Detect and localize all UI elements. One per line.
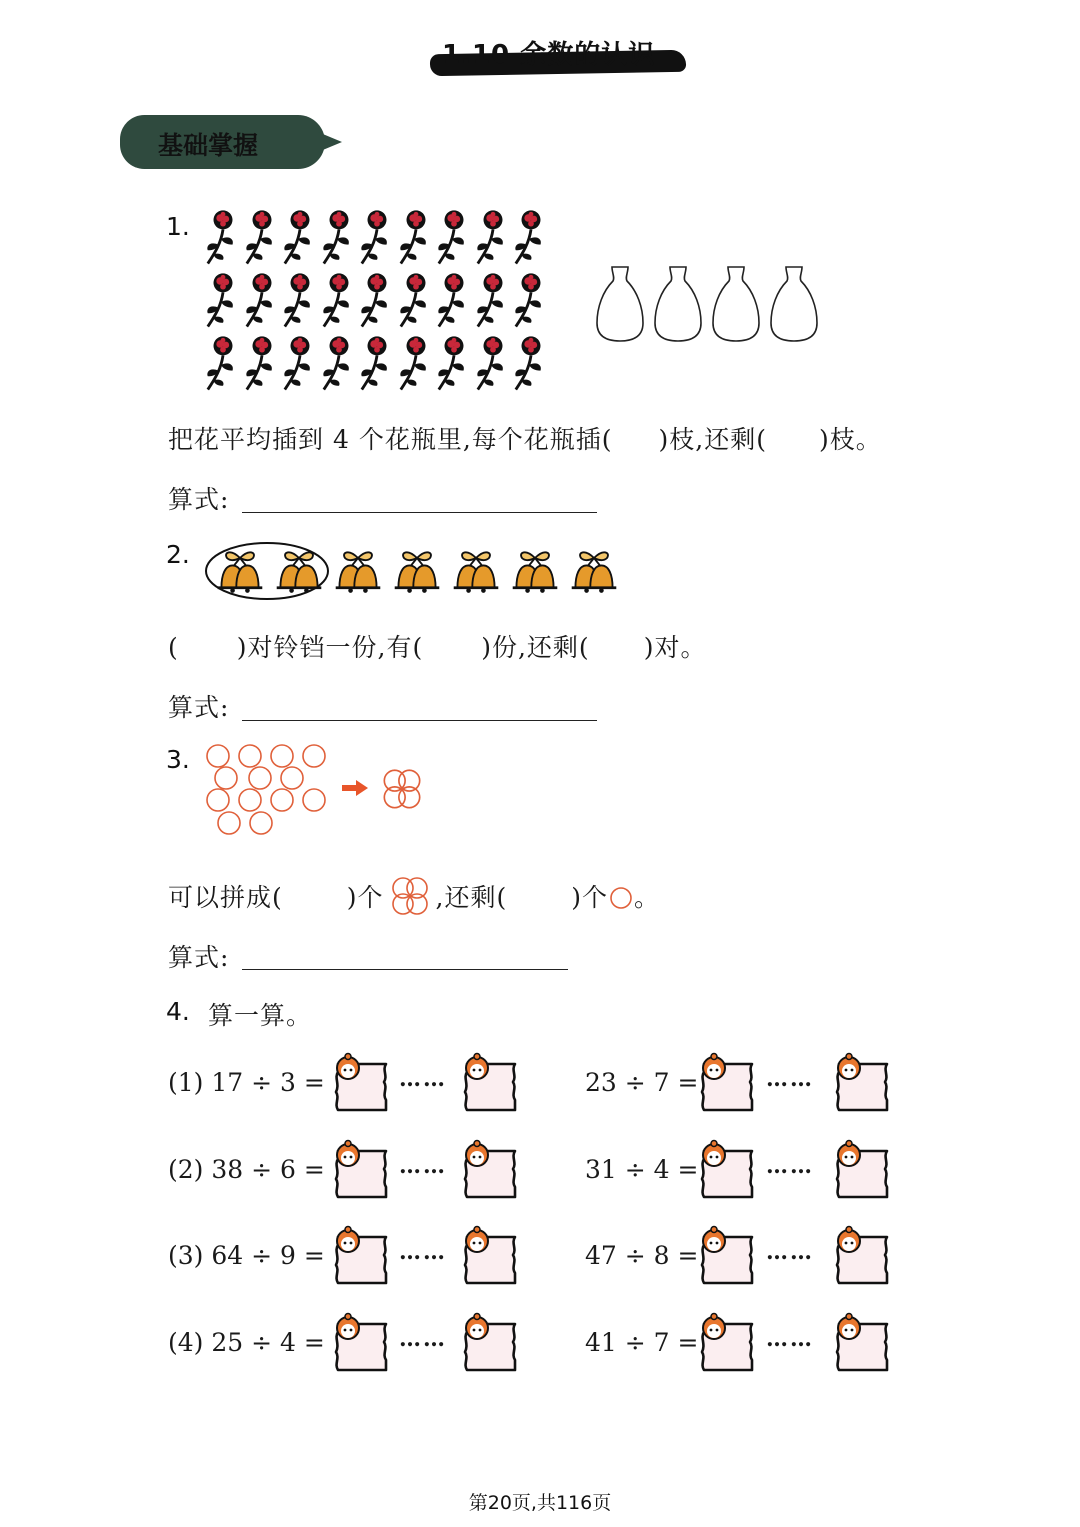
q3-text-d: )个 xyxy=(571,883,608,912)
rose-icon xyxy=(358,334,396,392)
q3-text-b: )个 xyxy=(346,883,384,912)
q4-left-expression: 25 ÷ 4 = xyxy=(211,1328,325,1357)
circle-shape xyxy=(239,789,261,811)
rose-icon xyxy=(397,271,435,329)
remainder-box[interactable] xyxy=(461,1139,521,1203)
section-tag-tail xyxy=(318,132,342,152)
rose-icon xyxy=(243,208,281,266)
remainder-dots: …… xyxy=(399,1239,447,1265)
q1-sentence xyxy=(168,420,882,456)
circle-shape xyxy=(281,767,303,789)
rose-icon xyxy=(281,208,319,266)
q4-left-expr xyxy=(168,1241,325,1270)
quotient-box[interactable] xyxy=(698,1052,758,1116)
rose-icon xyxy=(358,208,396,266)
remainder-box[interactable] xyxy=(461,1312,521,1376)
remainder-dots: …… xyxy=(766,1066,814,1092)
rose-icon xyxy=(320,208,358,266)
circle-shape xyxy=(215,767,237,789)
vase-icon xyxy=(595,263,645,343)
q4-left-label: (2) xyxy=(168,1155,204,1184)
rose-icon xyxy=(204,334,242,392)
circle-shape xyxy=(207,745,229,767)
rose-icon xyxy=(474,271,512,329)
rose-icon xyxy=(320,271,358,329)
q4-left-expr xyxy=(168,1068,325,1097)
remainder-dots: …… xyxy=(766,1326,814,1352)
four-ring-inline-icon xyxy=(384,872,436,922)
remainder-dots: …… xyxy=(399,1153,447,1179)
q4-right-expression: 41 ÷ 7 = xyxy=(585,1328,699,1357)
circle-shape xyxy=(249,767,271,789)
remainder-dots: …… xyxy=(399,1326,447,1352)
remainder-box[interactable] xyxy=(833,1225,893,1289)
q1-number: 1. xyxy=(166,212,190,241)
arrow-right-icon xyxy=(340,778,370,798)
rose-icon xyxy=(512,334,550,392)
vase-row xyxy=(595,263,825,343)
remainder-dots: …… xyxy=(766,1153,814,1179)
q2-formula-line[interactable] xyxy=(242,718,597,721)
q2-text-a: ( xyxy=(168,633,179,662)
bell-pair-icon xyxy=(391,548,443,594)
circle-cluster xyxy=(204,742,334,838)
q3-text-e: 。 xyxy=(634,883,661,912)
quotient-box[interactable] xyxy=(332,1052,392,1116)
rose-icon xyxy=(474,208,512,266)
remainder-box[interactable] xyxy=(461,1052,521,1116)
bell-pair-icon xyxy=(509,548,561,594)
q1-text-a: 把花平均插到 xyxy=(168,425,325,454)
quotient-box[interactable] xyxy=(332,1312,392,1376)
q3-text-a: 可以拼成( xyxy=(168,883,283,912)
q2-text-b: )对铃铛一份,有( xyxy=(236,633,424,662)
four-ring-shape-icon xyxy=(376,764,428,816)
remainder-box[interactable] xyxy=(461,1225,521,1289)
rose-icon xyxy=(512,271,550,329)
remainder-box[interactable] xyxy=(833,1052,893,1116)
vase-icon xyxy=(711,263,761,343)
q1-text-c: 个花瓶里,每个花瓶插( xyxy=(358,425,613,454)
page-footer: 第20页,共116页 xyxy=(468,1492,612,1514)
circle-shape xyxy=(239,745,261,767)
rose-icon xyxy=(281,271,319,329)
bell-pair-icon xyxy=(273,548,325,594)
bell-pair-icon xyxy=(332,548,384,594)
bell-row xyxy=(204,540,634,600)
circle-shape xyxy=(303,789,325,811)
bell-pair-icon xyxy=(214,548,266,594)
vase-icon xyxy=(653,263,703,343)
q4-title: 算一算。 xyxy=(208,1001,313,1030)
q3-number: 3. xyxy=(166,745,190,774)
q1-text-e: )枝。 xyxy=(819,425,882,454)
q2-formula-label: 算式: xyxy=(168,693,230,722)
rose-icon xyxy=(281,334,319,392)
q3-formula-line[interactable] xyxy=(242,967,568,970)
circle-shape xyxy=(271,789,293,811)
quotient-box[interactable] xyxy=(332,1225,392,1289)
single-ring-icon xyxy=(608,885,634,911)
rose-icon xyxy=(397,208,435,266)
q4-left-expression: 64 ÷ 9 = xyxy=(211,1241,325,1270)
page-title: 1.10 余数的认识 xyxy=(442,40,656,70)
circle-shape xyxy=(271,745,293,767)
q4-left-expr xyxy=(168,1328,325,1357)
q3-text-c: ,还剩( xyxy=(435,883,508,912)
q4-right-expression: 31 ÷ 4 = xyxy=(585,1155,699,1184)
section-label: 基础掌握 xyxy=(158,131,259,160)
circle-shape xyxy=(207,789,229,811)
vase-icon xyxy=(769,263,819,343)
q1-text-d: )枝,还剩( xyxy=(658,425,767,454)
rose-icon xyxy=(358,271,396,329)
circle-shape xyxy=(303,745,325,767)
bell-pair-icon xyxy=(568,548,620,594)
remainder-dots: …… xyxy=(399,1066,447,1092)
circle-shape xyxy=(218,812,240,834)
q4-left-expression: 17 ÷ 3 = xyxy=(211,1068,325,1097)
q4-right-expression: 47 ÷ 8 = xyxy=(585,1241,699,1270)
title-bar xyxy=(430,30,690,78)
quotient-box[interactable] xyxy=(698,1225,758,1289)
rose-icon xyxy=(204,271,242,329)
q2-sentence xyxy=(168,628,706,664)
remainder-dots: …… xyxy=(766,1239,814,1265)
remainder-box[interactable] xyxy=(833,1312,893,1376)
q2-text-c: )份,还剩( xyxy=(481,633,590,662)
quotient-box[interactable] xyxy=(332,1139,392,1203)
q1-formula-line[interactable] xyxy=(242,510,597,513)
q4-right-expression: 23 ÷ 7 = xyxy=(585,1068,699,1097)
bell-pair-icon xyxy=(450,548,502,594)
q4-number: 4. xyxy=(166,997,190,1026)
rose-icon xyxy=(435,271,473,329)
quotient-box[interactable] xyxy=(698,1312,758,1376)
rose-icon xyxy=(320,334,358,392)
rose-icon xyxy=(204,208,242,266)
q3-sentence xyxy=(168,872,660,922)
q4-left-label: (4) xyxy=(168,1328,204,1357)
rose-icon xyxy=(512,208,550,266)
q4-left-label: (1) xyxy=(168,1068,204,1097)
rose-icon xyxy=(397,334,435,392)
rose-grid xyxy=(204,208,556,398)
rose-icon xyxy=(243,334,281,392)
q2-text-d: )对。 xyxy=(643,633,707,662)
q4-left-label: (3) xyxy=(168,1241,204,1270)
rose-icon xyxy=(243,271,281,329)
rose-icon xyxy=(435,334,473,392)
q4-left-expression: 38 ÷ 6 = xyxy=(211,1155,325,1184)
circle-shape xyxy=(250,812,272,834)
q2-number: 2. xyxy=(166,540,190,569)
q1-text-b: 4 xyxy=(332,425,350,454)
rose-icon xyxy=(435,208,473,266)
q3-formula-label: 算式: xyxy=(168,943,230,972)
q1-formula-label: 算式: xyxy=(168,485,230,514)
q4-left-expr xyxy=(168,1155,325,1184)
remainder-box[interactable] xyxy=(833,1139,893,1203)
rose-icon xyxy=(474,334,512,392)
quotient-box[interactable] xyxy=(698,1139,758,1203)
